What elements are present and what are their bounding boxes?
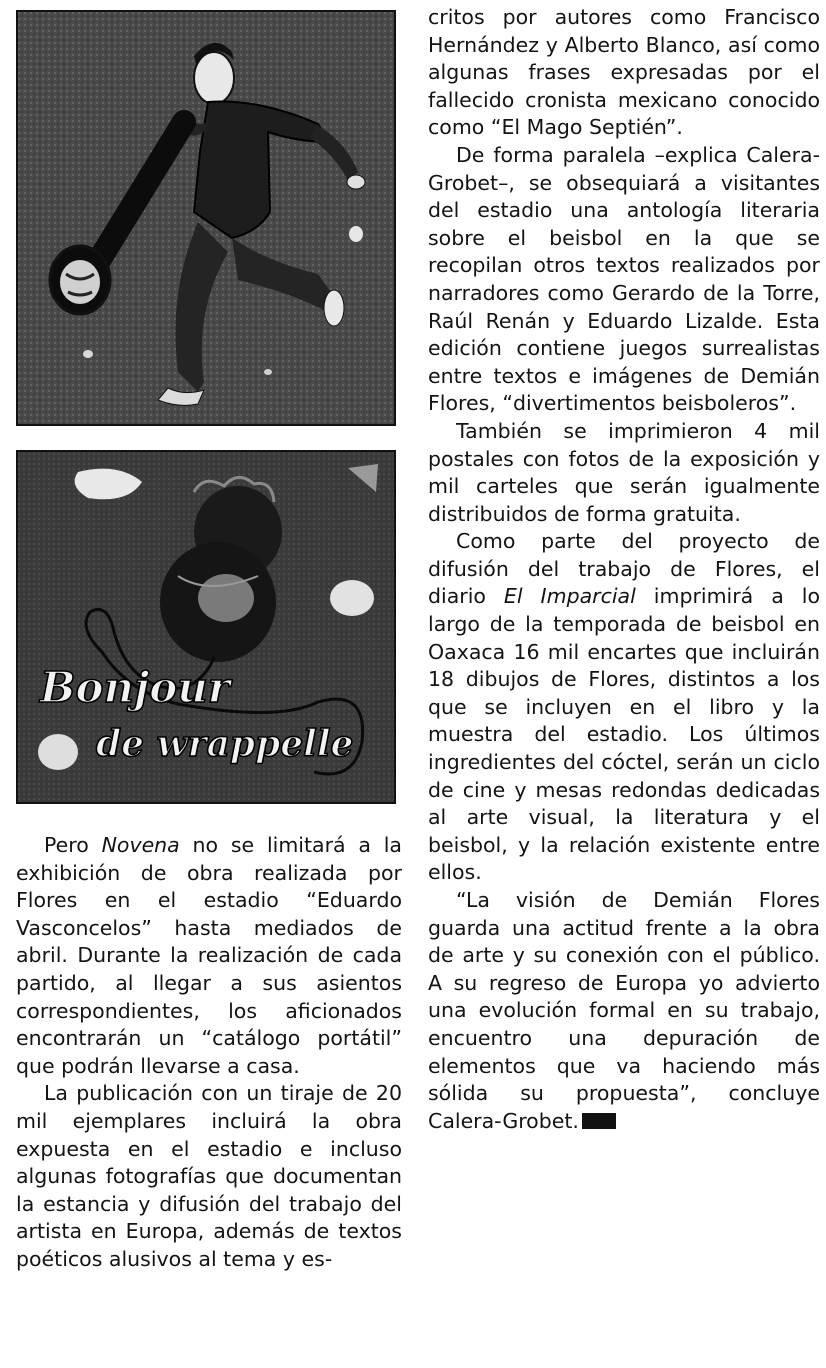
bonjour-caption-line-2: de wrappelle (96, 723, 354, 765)
paragraph-novena: Pero Novena no se limitará a la exhibición de obra realizada por Flores en el estadio “Eduardo Vasconcelos” hasta mediados de abril. Durante la realización de cada partido, al llegar a sus asientos correspondientes, los aficionados encontrarán un “catálogo portátil” que podrán llevarse a casa. (16, 833, 402, 1078)
end-of-article-mark (582, 1113, 616, 1129)
bonjour-drawing (18, 452, 394, 802)
left-column-body (16, 832, 402, 1274)
running-figure-drawing (18, 12, 394, 424)
paragraph-publicacion: La publicación con un tiraje de 20 mil ejemplares incluirá la obra expuesta en el estadio e incluso algunas fotografías que documentan la estancia y difusión del trabajo del artista en Europa, además de textos poéticos alusivos al tema y es- (16, 1081, 402, 1271)
paragraph-paralela: De forma paralela –explica Calera-Grobet–, se obsequiará a visitantes del estadio una antología literaria sobre el beisbol en la que se recopilan otros textos realizados por narradores como Gerardo de la Torre, Raúl Renán y Eduardo Lizalde. Esta edición contiene juegos surrealistas entre textos e imágenes de Demián Flores, “divertimentos beisboleros”. (428, 142, 820, 416)
paragraph-continuation: critos por autores como Francisco Hernández y Alberto Blanco, así como algunas frases expresadas por el fallecido cronista mexicano conocido como “El Mago Septién”. (428, 5, 820, 140)
paragraph-postales: También se imprimieron 4 mil postales con fotos de la exposición y mil carteles que serán igualmente distribuidos de forma gratuita. (428, 418, 820, 526)
illustration-bonjour (16, 450, 396, 804)
novena-title: Novena (101, 833, 180, 857)
bonjour-caption-line-1: Bonjour (40, 663, 230, 712)
paragraph-vision: “La visión de Demián Flores guarda una actitud frente a la obra de arte y su conexión con el público. A su regreso de Europa yo advierto una evolución formal en su trabajo, encuentro una depuración de elementos que va haciendo más sólida su propuesta”, concluye Calera-Grobet. (428, 888, 820, 1133)
paragraph-difusion: Como parte del proyecto de difusión del trabajo de Flores, el diario El Imparcial imprimirá a lo largo de la temporada de beisbol en Oaxaca 16 mil encartes que incluirán 18 dibujos de Flores, distintos a los que se incluyen en el libro y la muestra del estadio. Los últimos ingredientes del cóctel, serán un ciclo de cine y mesas redondas dedicadas al arte visual, la literatura y el beisbol, y la relación existente entre ellos. (428, 529, 820, 885)
el-imparcial-title: El Imparcial (503, 584, 636, 609)
right-column-body (428, 4, 820, 1135)
illustration-running-figure (16, 10, 396, 426)
